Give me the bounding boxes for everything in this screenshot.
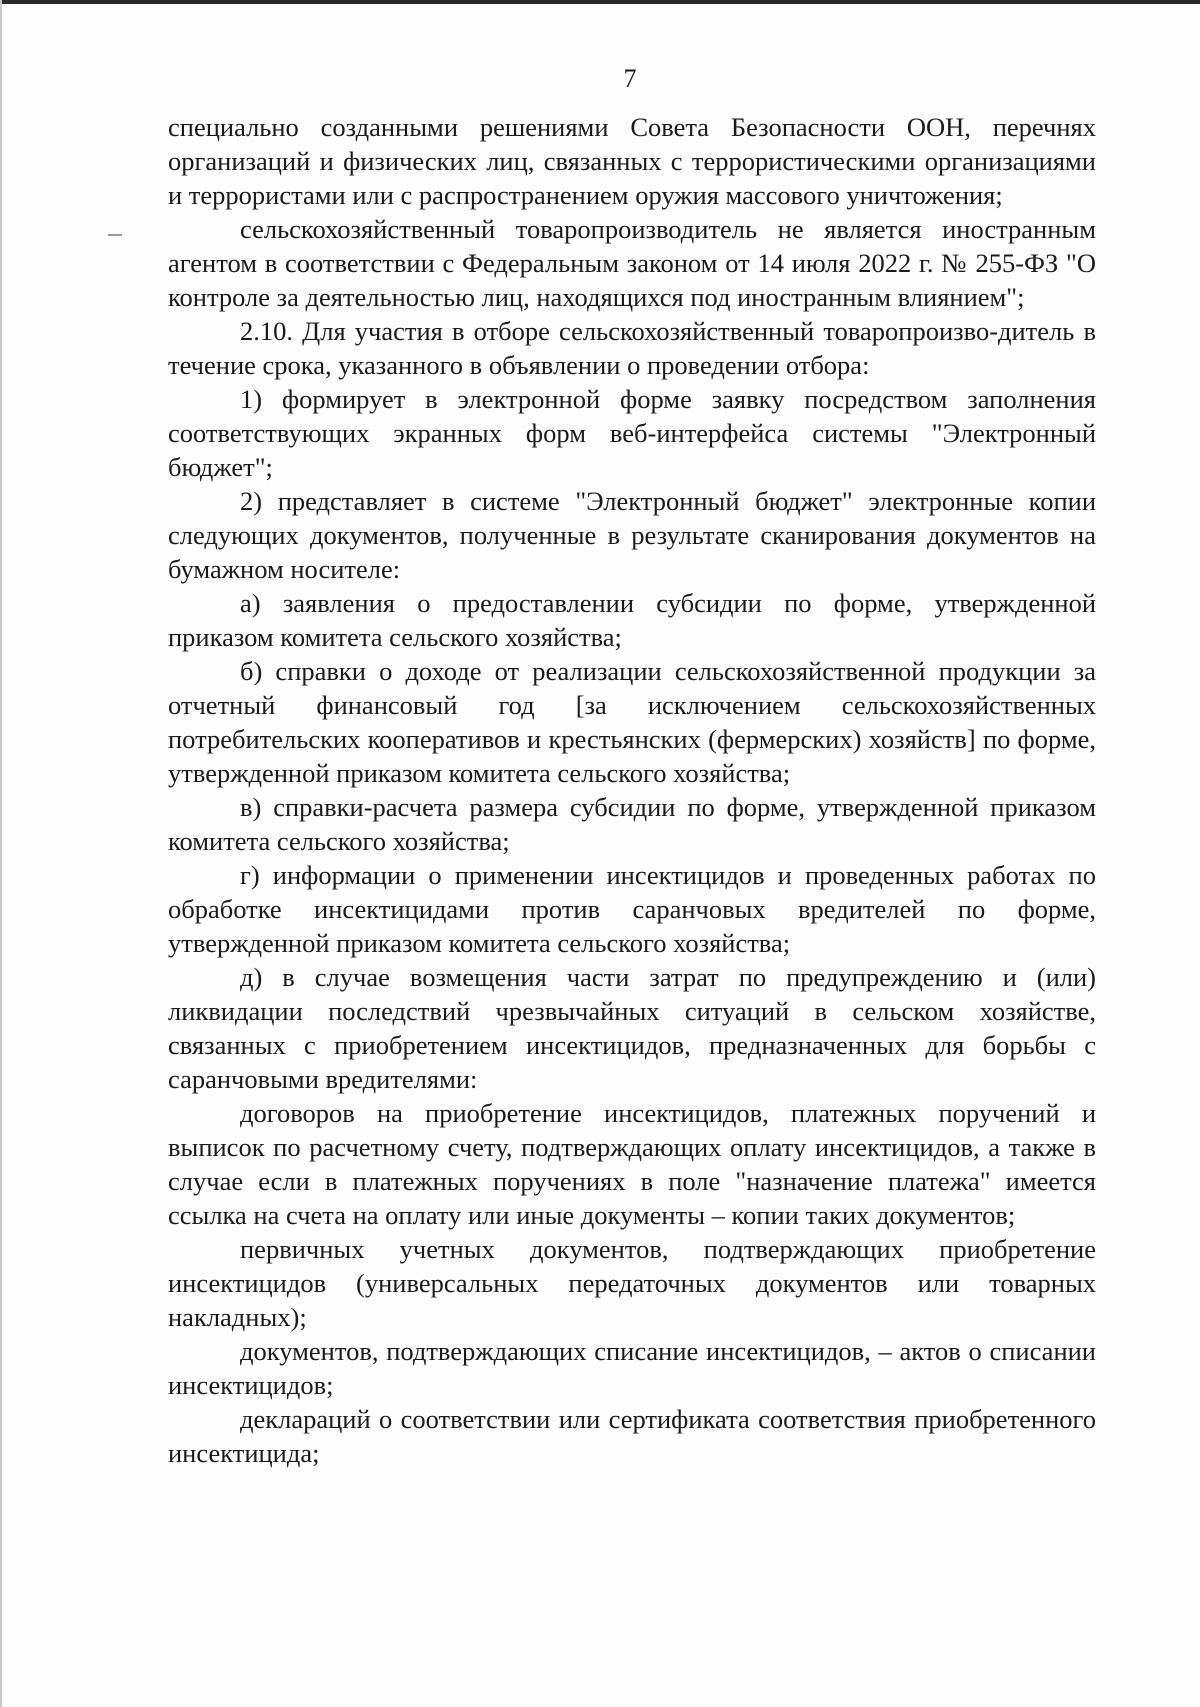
paragraph-primary-docs: первичных учетных документов, подтверждающих приобретение инсектицидов (универсальных передаточных документов или товарных накладных); <box>168 1234 1096 1332</box>
paragraph-item-g: г) информации о применении инсектицидов и проведенных работах по обработке инсектицидами против саранчовых вредителей по форме, утвержденной приказом комитета сельского хозяйства; <box>168 860 1096 958</box>
paragraph-contracts: договоров на приобретение инсектицидов, платежных поручений и выписок по расчетному счету, подтверждающих оплату инсектицидов, а также в случае если в платежных поручениях в поле "назначение платежа" имеется ссылка на счета на оплату или иные документы – копии таких документов; <box>168 1098 1096 1230</box>
paragraph-item-b: б) справки о доходе от реализации сельскохозяйственной продукции за отчетный финансовый год [за исключением сельскохозяйственных потребительских кооперативов и крестьянских (фермерских) хозяйств] по форме, утвержденной приказом комитета сельского хозяйства; <box>168 656 1096 788</box>
page-number: 7 <box>623 64 637 93</box>
paragraph-write-off: документов, подтверждающих списание инсектицидов, – актов о списании инсектицидов; <box>168 1336 1096 1400</box>
paragraph-declarations: деклараций о соответствии или сертификата соответствия приобретенного инсектицида; <box>168 1404 1096 1468</box>
paragraph-item-1: 1) формирует в электронной форме заявку посредством заполнения соответствующих экранных форм веб-интерфейса системы "Электронный бюджет"; <box>168 384 1096 482</box>
scan-top-edge <box>0 0 1200 4</box>
paragraph-foreign-agent: сельскохозяйственный товаропроизводитель не является иностранным агентом в соответствии с Федеральным законом от 14 июля 2022 г. № 255-ФЗ "О контроле за деятельностью лиц, находящихся под иностранным влиянием"; <box>168 214 1096 312</box>
paragraph-item-a: а) заявления о предоставлении субсидии по форме, утвержденной приказом комитета сельского хозяйства; <box>168 588 1096 652</box>
paragraph-un-lists: специально созданными решениями Совета Безопасности ООН, перечнях организаций и физических лиц, связанных с террористическими организациями и террористами или с распространением оружия массового уничтожения; <box>168 112 1096 210</box>
scan-mark <box>108 234 122 236</box>
document-body <box>168 110 1096 1470</box>
paragraph-item-2: 2) представляет в системе "Электронный бюджет" электронные копии следующих документов, полученные в результате сканирования документов на бумажном носителе: <box>168 486 1096 584</box>
scan-left-edge <box>0 0 2 1707</box>
paragraph-2-10: 2.10. Для участия в отборе сельскохозяйственный товаропроизво-дитель в течение срока, указанного в объявлении о проведении отбора: <box>168 316 1096 380</box>
paragraph-item-v: в) справки-расчета размера субсидии по форме, утвержденной приказом комитета сельского хозяйства; <box>168 792 1096 856</box>
paragraph-item-d: д) в случае возмещения части затрат по предупреждению и (или) ликвидации последствий чрезвычайных ситуаций в сельском хозяйстве, связанных с приобретением инсектицидов, предназначенных для борьбы с саранчовыми вредителями: <box>168 962 1096 1094</box>
